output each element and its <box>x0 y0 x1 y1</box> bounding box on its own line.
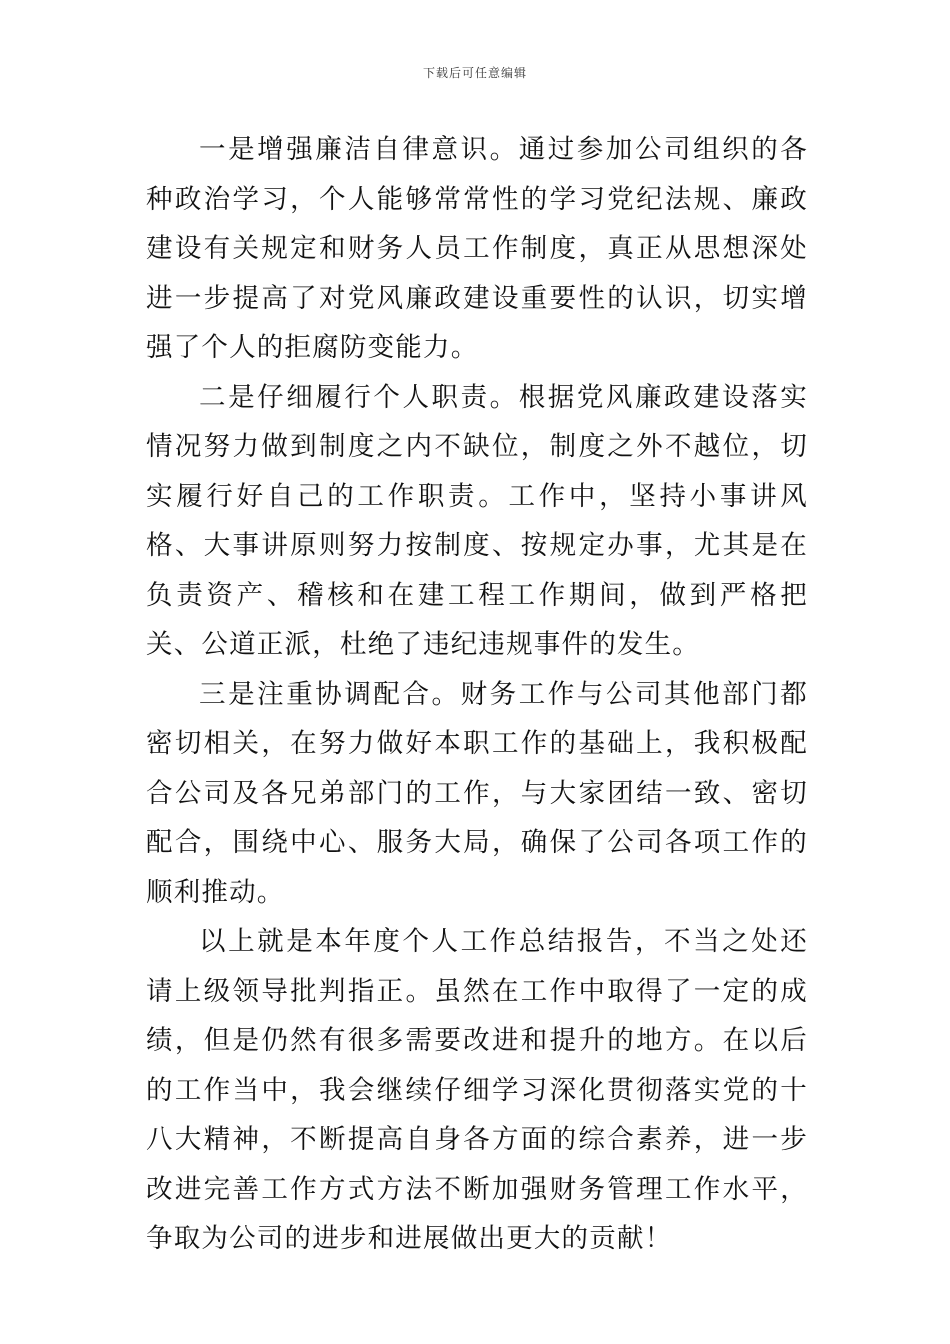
paragraph-duties: 二是仔细履行个人职责。根据党风廉政建设落实情况努力做到制度之内不缺位，制度之外不越位，切实履行好自己的工作职责。工作中，坚持小事讲风格、大事讲原则努力按制度、按规定办事，尤其是在负责资产、稽核和在建工程工作期间，做到严格把关、公道正派，杜绝了违纪违规事件的发生。 <box>146 381 808 660</box>
paragraph-conclusion: 以上就是本年度个人工作总结报告，不当之处还请上级领导批判指正。虽然在工作中取得了一定的成绩，但是仍然有很多需要改进和提升的地方。在以后的工作当中，我会继续仔细学习深化贯彻落实党的十八大精神，不断提高自身各方面的综合素养，进一步改进完善工作方式方法不断加强财务管理工作水平，争取为公司的进步和进展做出更大的贡献！ <box>146 926 808 1254</box>
paragraph-integrity-awareness: 一是增强廉洁自律意识。通过参加公司组织的各种政治学习，个人能够常常性的学习党纪法规、廉政建设有关规定和财务人员工作制度，真正从思想深处进一步提高了对党风廉政建设重要性的认识，切实增强了个人的拒腐防变能力。 <box>146 134 808 363</box>
paragraph-coordination: 三是注重协调配合。财务工作与公司其他部门都密切相关，在努力做好本职工作的基础上，我积极配合公司及各兄弟部门的工作，与大家团结一致、密切配合，围绕中心、服务大局，确保了公司各项工作的顺利推动。 <box>146 678 808 908</box>
header-note: 下载后可任意编辑 <box>422 66 527 80</box>
document-body <box>146 125 808 1264</box>
